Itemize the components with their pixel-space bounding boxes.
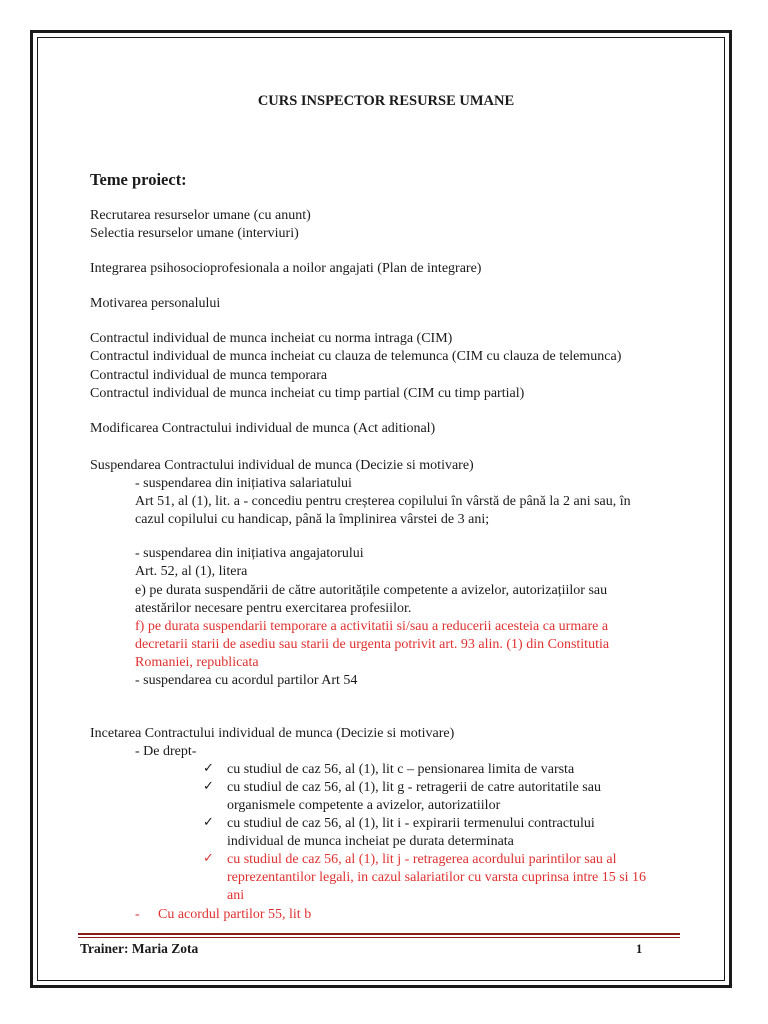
sub-line: cazul copilului cu handicap, până la împlinirea vârstei de 3 ani; xyxy=(135,512,490,527)
case-line-highlight: ani xyxy=(227,888,245,903)
checkmark-icon: ✓ xyxy=(203,851,214,866)
page-number: 1 xyxy=(636,942,643,956)
topic-line: Integrarea psihosocioprofesionala a noilor angajati (Plan de integrare) xyxy=(90,261,482,276)
sub-line: - De drept- xyxy=(135,744,197,759)
topic-line: Contractul individual de munca incheiat cu norma intraga (CIM) xyxy=(90,331,453,346)
topic-line: Recrutarea resurselor umane (cu anunt) xyxy=(90,208,311,223)
topic-line: Selectia resurselor umane (interviuri) xyxy=(90,226,299,241)
dash-bullet: - xyxy=(135,907,140,922)
case-line: organismele competente a avizelor, autorizatiilor xyxy=(227,798,501,813)
case-line: individual de munca incheiat pe durata determinata xyxy=(227,834,514,849)
checkmark-icon: ✓ xyxy=(203,779,214,794)
footer-trainer: Trainer: Maria Zota xyxy=(80,941,199,956)
footer-rule xyxy=(78,933,680,935)
sub-line: e) pe durata suspendării de către autoritățile competente a avizelor, autorizațiilor sau xyxy=(135,583,608,598)
case-line-highlight: cu studiul de caz 56, al (1), lit j - retragerea acordului parintilor sau al xyxy=(227,852,617,867)
case-line: cu studiul de caz 56, al (1), lit i - expirarii termenului contractului xyxy=(227,816,595,831)
case-line-highlight: reprezentantilor legali, in cazul salariatilor cu varsta cuprinsa intre 15 si 16 xyxy=(227,870,647,885)
document-title: CURS INSPECTOR RESURSE UMANE xyxy=(257,93,515,109)
sub-line: Art 51, al (1), lit. a - concediu pentru creșterea copilului în vârstă de până la 2 ani sau, în xyxy=(135,494,631,509)
topic-line: Contractul individual de munca incheiat cu timp partial (CIM cu timp partial) xyxy=(90,386,525,401)
highlight-line: Romaniei, republicata xyxy=(135,655,259,670)
section-heading: Teme proiect: xyxy=(90,170,187,189)
checkmark-icon: ✓ xyxy=(203,761,214,776)
checkmark-icon: ✓ xyxy=(203,815,214,830)
highlight-line: f) pe durata suspendarii temporare a activitatii si/sau a reducerii acesteia ca urmare a xyxy=(135,619,609,634)
case-line: cu studiul de caz 56, al (1), lit g - retragerii de catre autoritatile sau xyxy=(227,780,601,795)
topic-line: Incetarea Contractului individual de munca (Decizie si motivare) xyxy=(90,726,455,741)
topic-line: Modificarea Contractului individual de munca (Act aditional) xyxy=(90,421,436,436)
topic-line: Suspendarea Contractului individual de munca (Decizie si motivare) xyxy=(90,458,474,473)
sub-line: - suspendarea din inițiativa salariatului xyxy=(135,476,352,491)
topic-line: Contractul individual de munca temporara xyxy=(90,368,328,383)
highlight-line: Cu acordul partilor 55, lit b xyxy=(158,907,312,922)
topic-line: Contractul individual de munca incheiat cu clauza de telemunca (CIM cu clauza de telemunca) xyxy=(90,349,622,364)
footer-rule xyxy=(78,937,680,938)
sub-line: - suspendarea din inițiativa angajatorului xyxy=(135,546,364,561)
sub-line: - suspendarea cu acordul partilor Art 54 xyxy=(135,673,358,688)
sub-line: atestărilor necesare pentru exercitarea profesiilor. xyxy=(135,601,412,616)
highlight-line: decretarii starii de asediu sau starii de urgenta potrivit art. 93 alin. (1) din Constitutia xyxy=(135,637,610,652)
case-line: cu studiul de caz 56, al (1), lit c – pensionarea limita de varsta xyxy=(227,762,575,777)
topic-line: Motivarea personalului xyxy=(90,296,221,311)
sub-line: Art. 52, al (1), litera xyxy=(135,564,248,579)
